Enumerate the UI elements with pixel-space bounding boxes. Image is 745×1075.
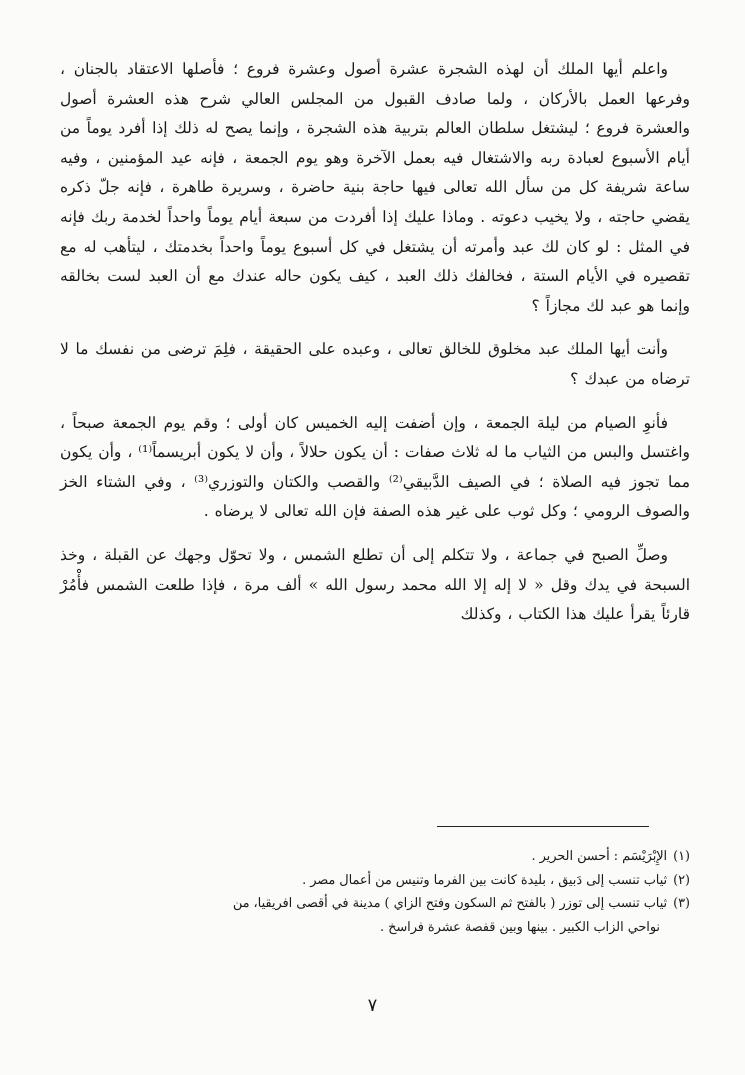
page-number: ٧	[367, 995, 378, 1016]
main-text	[60, 55, 690, 630]
footnote-number: (٢)	[673, 872, 690, 888]
footnote-number: (٣)	[673, 896, 690, 911]
footnote-1	[60, 845, 690, 869]
footnote-text: ثياب تنسب إلى توزر ( بالفتح ثم السكون وفتح الزاي ) مدينة في أقصى افريقيا، من	[232, 896, 668, 911]
paragraph-1: واعلم أيها الملك أن لهذه الشجرة عشرة أصول وعشرة فروع ؛ فأصلها الاعتقاد بالجنان ، وفرعها العمل بالأركان ، ولما صادف القبول من المجلس العالي شرح هذه العشرة أصول والعشرة فروع ؛ ليشتغل سلطان العالم بتربية هذه الشجرة ، وإنما يصح له ذلك إذا أفرد يوماً من أيام الأسبوع لعبادة ربه والاشتغال فيه بعمل الآخرة وهو يوم الجمعة ، فإنه عيد المؤمنين ، وفيه ساعة شريفة كل من سأل الله تعالى فيها حاجة بنية حاضرة ، وسريرة طاهرة ، فإنه جلّ ذكره يقضي حاجته ، ولا يخيب دعوته . وماذا عليك إذا أفردت من سبعة أيام يوماً واحداً لخدمة ربك فإنه في المثل : لو كان لك عبد وأمرته أن يشتغل في كل أسبوع يوماً واحداً بخدمتك ، ليتأهب له مع تقصيره في الأيام الستة ، فخالفك ذلك العبد ، كيف يكون حاله عندك مع أن العبد لست بخالقه وإنما هو عبد لك مجازاً ؟	[60, 60, 690, 315]
footnotes	[60, 845, 690, 939]
footnote-separator	[437, 826, 649, 827]
footnote-number: (١)	[673, 849, 690, 864]
paragraph-4: وصلِّ الصبح في جماعة ، ولا تتكلم إلى أن تطلع الشمس ، ولا تحوّل وجهك عن القبلة ، وخذ السبحة في يدك وقل « لا إله إلا الله محمد رسول الله » ألف مرة ، فإذا طلعت الشمس فأْمُرْ قارئاً يقرأ عليك هذا الكتاب ، وكذلك	[60, 545, 690, 624]
footnote-text: الإِبْرَيْسَم : أحسن الحرير .	[531, 849, 668, 864]
footnote-text: ثياب تنسب إلى دَبيق ، بليدة كانت بين الفرما وتنيس من أعمال مصر .	[302, 872, 668, 888]
footnote-2	[60, 869, 690, 893]
footnote-3-continuation: نواحي الزاب الكبير . بينها وبين قفصة عشرة فراسخ .	[380, 919, 660, 935]
paragraph-2: وأنت أيها الملك عبد مخلوق للخالق تعالى ، وعبده على الحقيقة ، فلِمَ ترضى من نفسك ما لا ترضاه من عبدك ؟	[60, 340, 690, 388]
paragraph-3: فأنوِ الصيام من ليلة الجمعة ، وإن أضفت إليه الخميس كان أولى ؛ وقم يوم الجمعة صبحاً ، واغتسل والبس من الثياب ما له ثلاث صفات : أن يكون حلالاً ، وأن لا يكون أبريسماً⁽¹⁾ ، وأن يكون مما تجوز فيه الصلاة ؛ في الصيف الدَّبيقي⁽²⁾ والقصب والكتان والتوزري⁽³⁾ ، وفي الشتاء الخز والصوف الرومي ؛ وكل ثوب على غير هذه الصفة فإن الله تعالى لا يرضاه .	[60, 413, 691, 521]
footnote-3	[60, 892, 690, 916]
